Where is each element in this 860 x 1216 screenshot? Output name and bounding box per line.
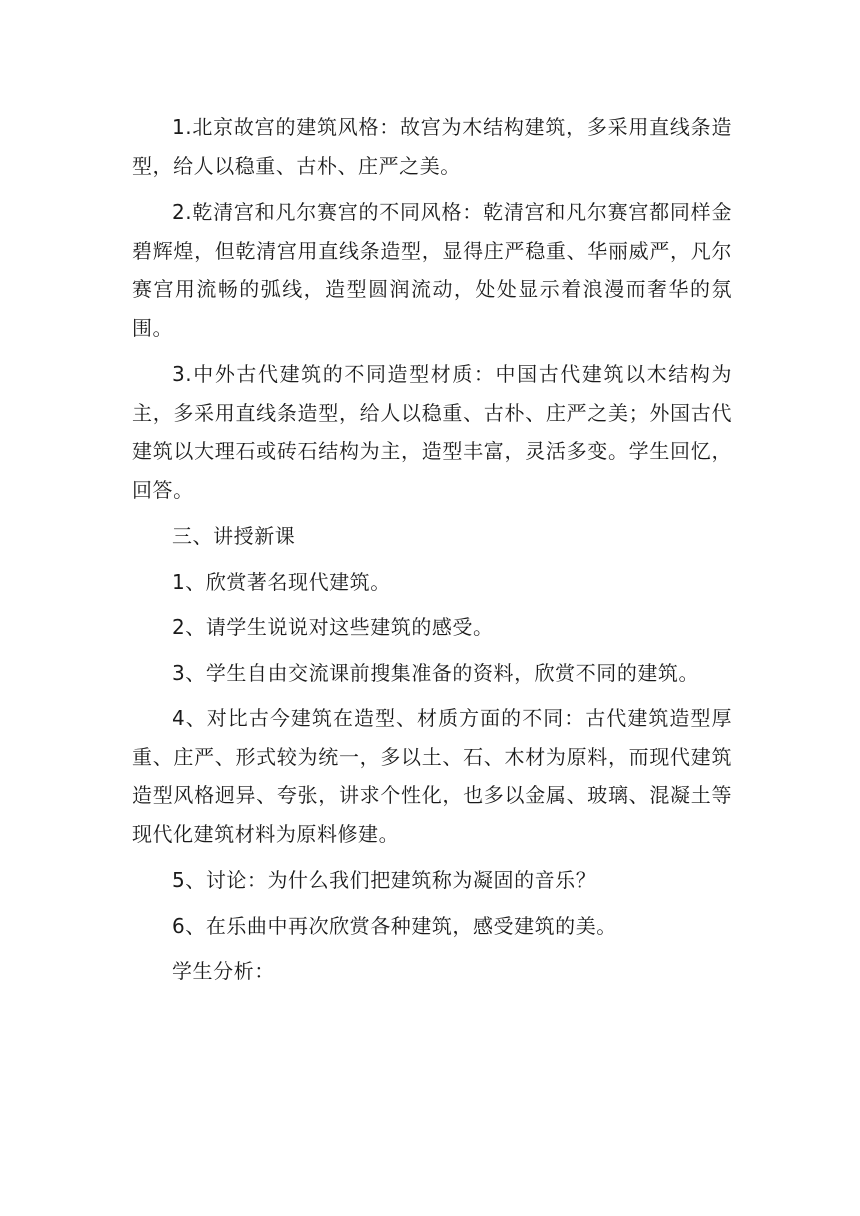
paragraph-forbidden-city-style: 1.北京故宫的建筑风格：故宫为木结构建筑，多采用直线条造型，给人以稳重、古朴、庄严之美。	[132, 115, 732, 178]
list-item-5: 5、讨论：为什么我们把建筑称为凝固的音乐？	[172, 868, 597, 892]
list-item-3: 3、学生自由交流课前搜集准备的资料，欣赏不同的建筑。	[172, 660, 700, 685]
list-item-6: 6、在乐曲中再次欣赏各种建筑，感受建筑的美。	[172, 913, 617, 938]
list-item-1: 1、欣赏著名现代建筑。	[172, 569, 391, 594]
section-heading-new-lesson: 三、讲授新课	[172, 524, 296, 548]
student-analysis-label: 学生分析：	[172, 959, 275, 983]
list-item-2: 2、请学生说说对这些建筑的感受。	[172, 615, 494, 639]
paragraph-materials-comparison: 3.中外古代建筑的不同造型材质：中国古代建筑以木结构为主，多采用直线条造型，给人以稳重、古朴、庄严之美；外国古代建筑以大理石或砖石结构为主，造型丰富，灵活多变。学生回忆，回答。	[132, 362, 732, 502]
list-item-4: 4、对比古今建筑在造型、材质方面的不同：古代建筑造型厚重、庄严、形式较为统一，多以土、石、木材为原料，而现代建筑造型风格迥异、夸张，讲求个性化，也多以金属、玻璃、混凝土等现代化建筑材料为原料修建。	[132, 706, 732, 846]
document-body	[132, 108, 732, 998]
paragraph-palace-comparison: 2.乾清宫和凡尔赛宫的不同风格：乾清宫和凡尔赛宫都同样金碧辉煌，但乾清宫用直线条造型，显得庄严稳重、华丽威严，凡尔赛宫用流畅的弧线，造型圆润流动，处处显示着浪漫而奢华的氛围。	[132, 200, 732, 340]
